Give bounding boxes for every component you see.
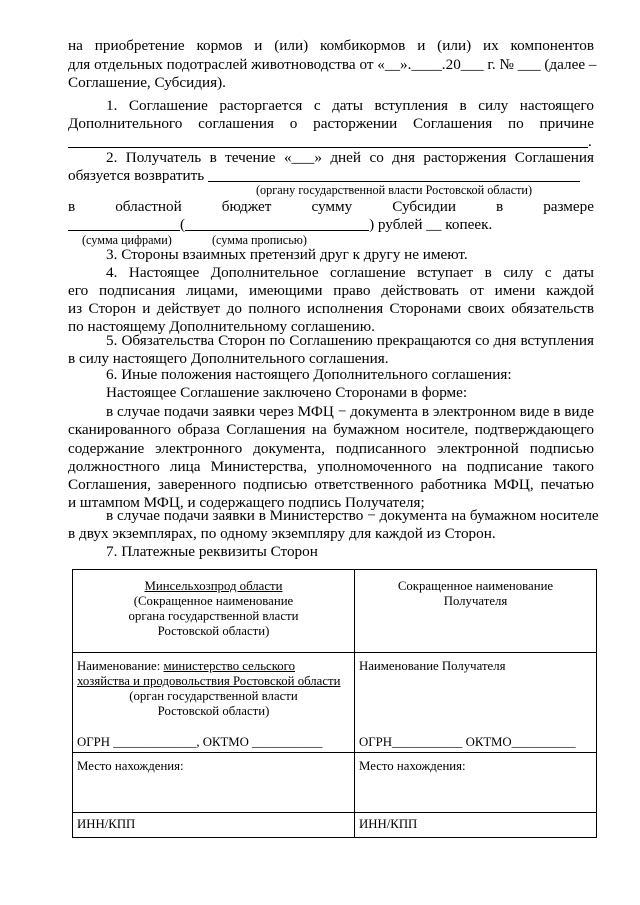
clause-6-line-2: Настоящее Соглашение заключено Сторонами в форме: (106, 384, 468, 401)
clause-2-lead: обязуется возвратить (68, 167, 205, 184)
recipient-header-2: Получателя (443, 594, 508, 608)
sum-words-caption: (сумма прописью) (212, 233, 307, 247)
intro-line-2: для отдельных подотраслей животноводства от «__».____.20___ г. № ___ (далее – (68, 56, 597, 73)
payment-details-table (72, 569, 597, 838)
intro-line-3: Соглашение, Субсидия). (68, 74, 226, 91)
clause-5-line-1: 5. Обязательства Сторон по Соглашению прекращаются со дня вступления (106, 332, 594, 349)
clause-1-line-2: Дополнительного соглашения о расторжении Соглашения по причине (68, 115, 594, 132)
ministry-name-value-2: хозяйства и продовольствия Ростовской области (77, 674, 341, 688)
clause-6-mfc-6: и штампом МФЦ, и содержащего подпись Получателя; (68, 494, 425, 511)
ministry-ogrn-oktmo: ОГРН _____________, ОКТМО ___________ (77, 735, 323, 749)
ministry-name-line-1 (77, 659, 350, 674)
ministry-location-cell: Место нахождения: (73, 753, 355, 813)
rubles-kopecks: ) рублей __ копеек. (369, 216, 493, 233)
sum-digits-blank (68, 216, 180, 231)
recipient-location-cell: Место нахождения: (355, 753, 597, 813)
clause-6-mfc-2: сканированного образа Соглашения на бумажном носителе, подтверждающего (68, 421, 594, 438)
clause-6-mfc-4: должностного лица Министерства, уполномоченного на подписание такого (68, 458, 594, 475)
clause-6-mfc-5: Соглашения, заверенного подписью ответственного работника МФЦ, печатью (68, 476, 594, 493)
ministry-name-value-1: министерство сельского (163, 659, 296, 673)
ministry-short-name: Минсельхозпрод области (144, 579, 283, 593)
table-row-name (73, 653, 597, 753)
clause-5-line-2: в силу настоящего Дополнительного соглашения. (68, 350, 389, 367)
intro-line-1: на приобретение кормов и (или) комбикормов и (или) их компонентов (68, 37, 594, 54)
clause-6-ministry-2: в двух экземплярах, по одному экземпляру для каждой из Сторон. (68, 525, 496, 542)
clause-4-line-4: по настоящему Дополнительному соглашению. (68, 318, 375, 335)
clause-7: 7. Платежные реквизиты Сторон (106, 543, 318, 560)
recipient-body-blank (208, 167, 580, 182)
clause-4-line-3: из Сторон и действует до полного исполнения Сторонами своих обязательств (68, 300, 594, 317)
ministry-name-label: Наименование: (77, 659, 164, 673)
clause-2-line-4 (68, 216, 594, 234)
sum-words-blank (185, 216, 369, 231)
ministry-header-note-2: органа государственной власти (128, 609, 299, 623)
clause-1-reason-blank: . (68, 133, 594, 151)
clause-2-line-1: 2. Получатель в течение «___» дней со дня расторжения Соглашения (106, 149, 594, 166)
recipient-name-label: Наименование Получателя (359, 659, 506, 673)
clause-6-mfc-1: в случае подачи заявки через МФЦ − документа в электронном виде в виде (106, 403, 594, 420)
ministry-header-note-1: (Сокращенное наименование (133, 594, 294, 608)
clause-3: 3. Стороны взаимных претензий друг к другу не имеют. (106, 246, 468, 263)
recipient-header-1: Сокращенное наименование (397, 579, 554, 593)
recipient-header-cell (355, 570, 597, 653)
ministry-name-cell (73, 653, 355, 753)
recipient-ogrn-oktmo: ОГРН___________ ОКТМО__________ (359, 735, 576, 749)
ministry-name-note-2: Ростовской области) (157, 704, 270, 718)
reason-blank-line (68, 133, 588, 148)
ministry-name-note-1: (орган государственной власти (129, 689, 298, 703)
recipient-inn-cell: ИНН/КПП (355, 813, 597, 838)
table-row-location (73, 753, 597, 813)
clause-2-line-3: в областной бюджет сумму Субсидии в размере (68, 198, 594, 215)
table-row-header (73, 570, 597, 653)
ministry-inn-cell: ИНН/КПП (73, 813, 355, 838)
clause-4-line-1: 4. Настоящее Дополнительное соглашение вступает в силу с даты (106, 264, 594, 281)
clause-4-line-2: его подписания лицами, имеющими право действовать от имени каждой (68, 282, 594, 299)
paren-open: ( (180, 216, 186, 233)
clause-6-line-1: 6. Иные положения настоящего Дополнительного соглашения: (106, 366, 512, 383)
ministry-header-note-3: Ростовской области) (157, 624, 270, 638)
clause-6-ministry-1: в случае подачи заявки в Министерство − документа на бумажном носителе (106, 507, 599, 524)
table-row-inn (73, 813, 597, 838)
clause-1-line-1: 1. Соглашение расторгается с даты вступления в силу настоящего (106, 97, 594, 114)
sum-digits-caption: (сумма цифрами) (82, 233, 172, 247)
recipient-body-caption: (органу государственной власти Ростовской области) (256, 183, 533, 197)
ministry-header-cell (73, 570, 355, 653)
recipient-name-cell (355, 653, 597, 753)
clause-6-mfc-3: содержание электронного документа, подписанного электронной подписью (68, 440, 594, 457)
